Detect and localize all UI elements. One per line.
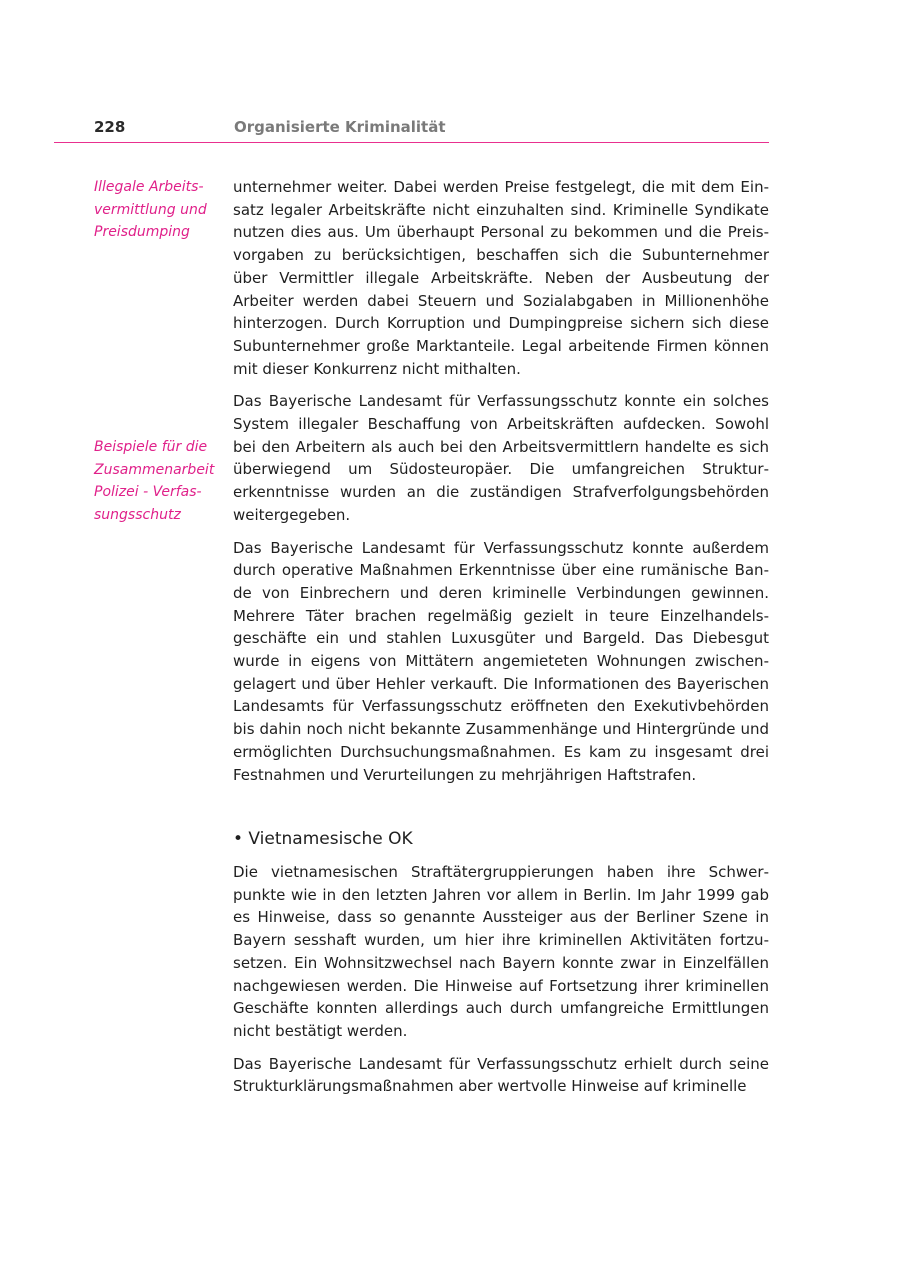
- body-paragraph: Die vietnamesischen Straftätergruppierungen haben ihre Schwerpunkte wie in den letzten Jahren vor allem in Berlin. Im Jahr 1999 gab es Hinweise, dass so genannte Aussteiger aus der Berliner Szene in Bayern sesshaft wurden, um hier ihre kriminellen Aktivitäten fortzusetzen. Ein Wohnsitzwechsel nach Bayern konnte zwar in Einzelfällen nachgewiesen werden. Die Hinweise auf Fortsetzung ihrer kriminellen Geschäfte konnten allerdings auch durch umfangreiche Ermittlungen nicht bestätigt werden.: [233, 863, 769, 1040]
- body-paragraph: Das Bayerische Landesamt für Verfassungsschutz konnte ein solches System illegaler Beschaffung von Arbeitskräften aufdecken. Sowohl bei den Arbeitern als auch bei den Arbeitsvermittlern handelte es sich überwiegend um Südosteuropäer. Die umfangreichen Strukturerkenntnisse wurden an die zuständigen Strafverfolgungsbehörden weitergegeben.: [233, 392, 769, 524]
- section-heading-vietnamese-ok: • Vietnamesische OK: [233, 829, 413, 849]
- body-paragraph: unternehmer weiter. Dabei werden Preise festgelegt, die mit dem Einsatz legaler Arbeitskräfte nicht einzuhalten sind. Kriminelle Syndikate nutzen dies aus. Um überhaupt Personal zu bekommen und die Preisvorgaben zu berücksichtigen, beschaffen sich die Subunternehmer über Vermittler illegale Arbeitskräfte. Neben der Ausbeutung der Arbeiter werden dabei Steuern und Sozialabgaben in Millionenhöhe hinterzogen. Durch Korruption und Dumpingpreise sichern sich diese Subunternehmer große Marktanteile. Legal arbeitende Firmen können mit dieser Konkurrenz nicht mithalten.: [233, 178, 769, 378]
- body-text-upper: [233, 176, 769, 786]
- header-rule: [54, 142, 769, 143]
- margin-note-cooperation: Beispiele für die Zusammenarbeit Polizei - Verfas-sungsschutz: [94, 439, 215, 523]
- body-text-lower: [233, 861, 769, 1098]
- margin-note-illegal-employment: Illegale Arbeits-vermittlung und Preisdumping: [94, 179, 207, 241]
- page-number: 228: [94, 118, 126, 136]
- body-paragraph: Das Bayerische Landesamt für Verfassungsschutz konnte außerdem durch operative Maßnahmen Erkenntnisse über eine rumänische Bande von Einbrechern und deren kriminelle Verbindungen gewinnen. Mehrere Täter brachen regelmäßig gezielt in teure Einzelhandelsgeschäfte ein und stahlen Luxusgüter und Bargeld. Das Diebesgut wurde in eigens von Mittätern angemieteten Wohnungen zwischengelagert und über Hehler verkauft. Die Informationen des Bayerischen Landesamts für Verfassungsschutz eröffneten den Exekutivbehörden bis dahin noch nicht bekannte Zusammenhänge und Hintergründe und ermöglichten Durchsuchungsmaßnahmen. Es kam zu insgesamt drei Festnahmen und Verurteilungen zu mehrjährigen Haftstrafen.: [233, 538, 769, 784]
- body-paragraph: Das Bayerische Landesamt für Verfassungsschutz erhielt durch seine Strukturklärungsmaßnahmen aber wertvolle Hinweise auf kriminelle: [233, 1054, 769, 1096]
- running-head-title: Organisierte Kriminalität: [234, 118, 446, 136]
